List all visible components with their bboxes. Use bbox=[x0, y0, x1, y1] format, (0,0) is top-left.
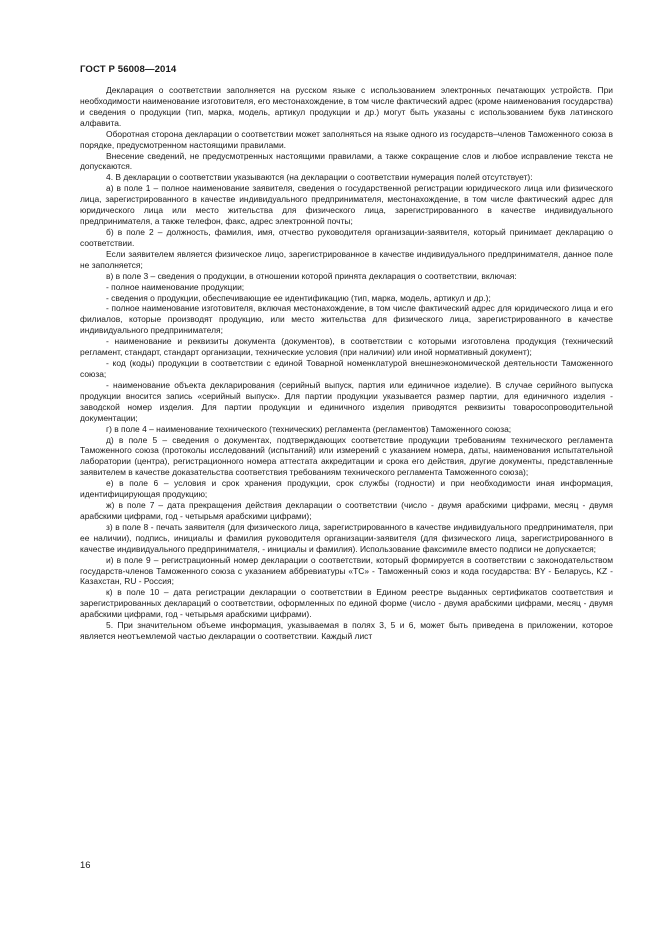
paragraph: д) в поле 5 – сведения о документах, подтверждающих соответствие продукции требованиям технического регламента Таможенного союза (протоколы исследований (испытаний) или измерений с указанием номера, даты, наименования испытательной лаборатории (центра), регистрационного номера аттестата аккредитации и срока его действия, другие документы, представленные заявителем в качестве доказательства соответствия требованиям технического регламента Таможенного союза); bbox=[80, 434, 613, 478]
document-header: ГОСТ Р 56008—2014 bbox=[80, 64, 177, 75]
list-item: - наименование и реквизиты документа (документов), в соответствии с которыми изготовлена продукция (технический регламент, стандарт, стандарт организации, технические условия (при наличии) или иной нормативный документ); bbox=[80, 336, 613, 358]
paragraph: 4. В декларации о соответствии указываются (на декларации о соответствии нумерация полей отсутствует): bbox=[106, 172, 533, 183]
paragraph: ж) в поле 7 – дата прекращения действия декларации о соответствии (число - двумя арабскими цифрами, месяц - двумя арабскими цифрами, год - четырьмя арабскими цифрами); bbox=[80, 500, 613, 521]
paragraph: Если заявителем является физическое лицо, зарегистрированное в качестве индивидуального предпринимателя, данное поле не заполняется; bbox=[80, 248, 613, 270]
list-item: - сведения о продукции, обеспечивающие ее идентификацию (тип, марка, модель, артикул и др.); bbox=[106, 292, 491, 303]
paragraph: б) в поле 2 – должность, фамилия, имя, отчество руководителя организации-заявителя, который принимает декларацию о соответствии. bbox=[80, 226, 613, 248]
paragraph: и) в поле 9 – регистрационный номер декларации о соответствии, который формируется в соответствии с законодательством государств-членов Таможенного союза с указанием аббревиатуры «ТС» - Таможенный союз и кода государства: BY - Беларусь, KZ - Казахстан, RU - Россия; bbox=[80, 554, 613, 587]
document-body bbox=[80, 85, 613, 642]
paragraph: Оборотная сторона декларации о соответствии может заполняться на языке одного из государств–членов Таможенного союза в порядке, предусмотренном настоящими правилами. bbox=[80, 128, 613, 150]
paragraph: а) в поле 1 – полное наименование заявителя, сведения о государственной регистрации юридического лица или физического лица, зарегистрированного в качестве индивидуального предпринимателя, местонахождение, в том числе фактический адрес для юридического лица или место жительства для физического лица, зарегистрированного в качестве индивидуального предпринимателя, а также телефон, факс, адрес электронной почты; bbox=[80, 183, 613, 227]
paragraph: Внесение сведений, не предусмотренных настоящими правилами, а также сокращение слов и любое исправление текста не допускаются. bbox=[80, 150, 613, 172]
paragraph: 5. При значительном объеме информация, указываемая в полях 3, 5 и 6, может быть приведена в приложении, которое является неотъемлемой частью декларации о соответствии. Каждый лист bbox=[80, 620, 613, 642]
list-item: - полное наименование изготовителя, включая местонахождение, в том числе фактический адрес для юридического лица и его филиалов, которые производят продукцию, или место жительства для физического лица, зарегистрированного в качестве индивидуального предпринимателя; bbox=[80, 303, 613, 336]
paragraph: е) в поле 6 – условия и срок хранения продукции, срок службы (годности) и при необходимости иная информация, идентифицирующая продукцию; bbox=[80, 478, 613, 500]
page-number: 16 bbox=[80, 859, 91, 870]
paragraph: к) в поле 10 – дата регистрации декларации о соответствии в Едином реестре выданных сертификатов соответствия и зарегистрированных деклараций о соответствии, оформленных по единой форме (число - двумя арабскими цифрами, месяц - двумя арабскими цифрами, год - четырьмя арабскими цифрами). bbox=[80, 587, 613, 620]
list-item: - код (коды) продукции в соответствии с единой Товарной номенклатурой внешнеэкономической деятельности Таможенного союза; bbox=[80, 358, 613, 379]
paragraph: в) в поле 3 – сведения о продукции, в отношении которой принята декларация о соответствии, включая: bbox=[106, 270, 517, 281]
list-item: - наименование объекта декларирования (серийный выпуск, партия или единичное изделие). В случае серийного выпуска продукции вносится запись «серийный выпуск». Для партии продукции указывается размер партии, для единичного изделия - заводской номер изделия. Для партии продукции и единичного изделия приводятся реквизиты товаросопроводительной документации; bbox=[80, 379, 613, 423]
paragraph: г) в поле 4 – наименование технического (технических) регламента (регламентов) Таможенного союза; bbox=[106, 423, 512, 434]
list-item: - полное наименование продукции; bbox=[106, 281, 245, 292]
paragraph: з) в поле 8 - печать заявителя (для физического лица, зарегистрированного в качестве индивидуального предпринимателя, при ее наличии), подпись, инициалы и фамилия руководителя организации-заявителя (для физического лица, зарегистрированного в качестве индивидуального предпринимателя, - инициалы и фамилия). Использование факсимиле вместо подписи не допускается; bbox=[80, 521, 613, 554]
paragraph: Декларация о соответствии заполняется на русском языке с использованием электронных печатающих устройств. При необходимости наименование изготовителя, его местонахождение, в том числе фактический адрес (кроме наименования государства) и сведения о продукции (тип, марка, модель, артикул продукции и др.) могут быть указаны с использованием букв латинского алфавита. bbox=[80, 85, 613, 128]
